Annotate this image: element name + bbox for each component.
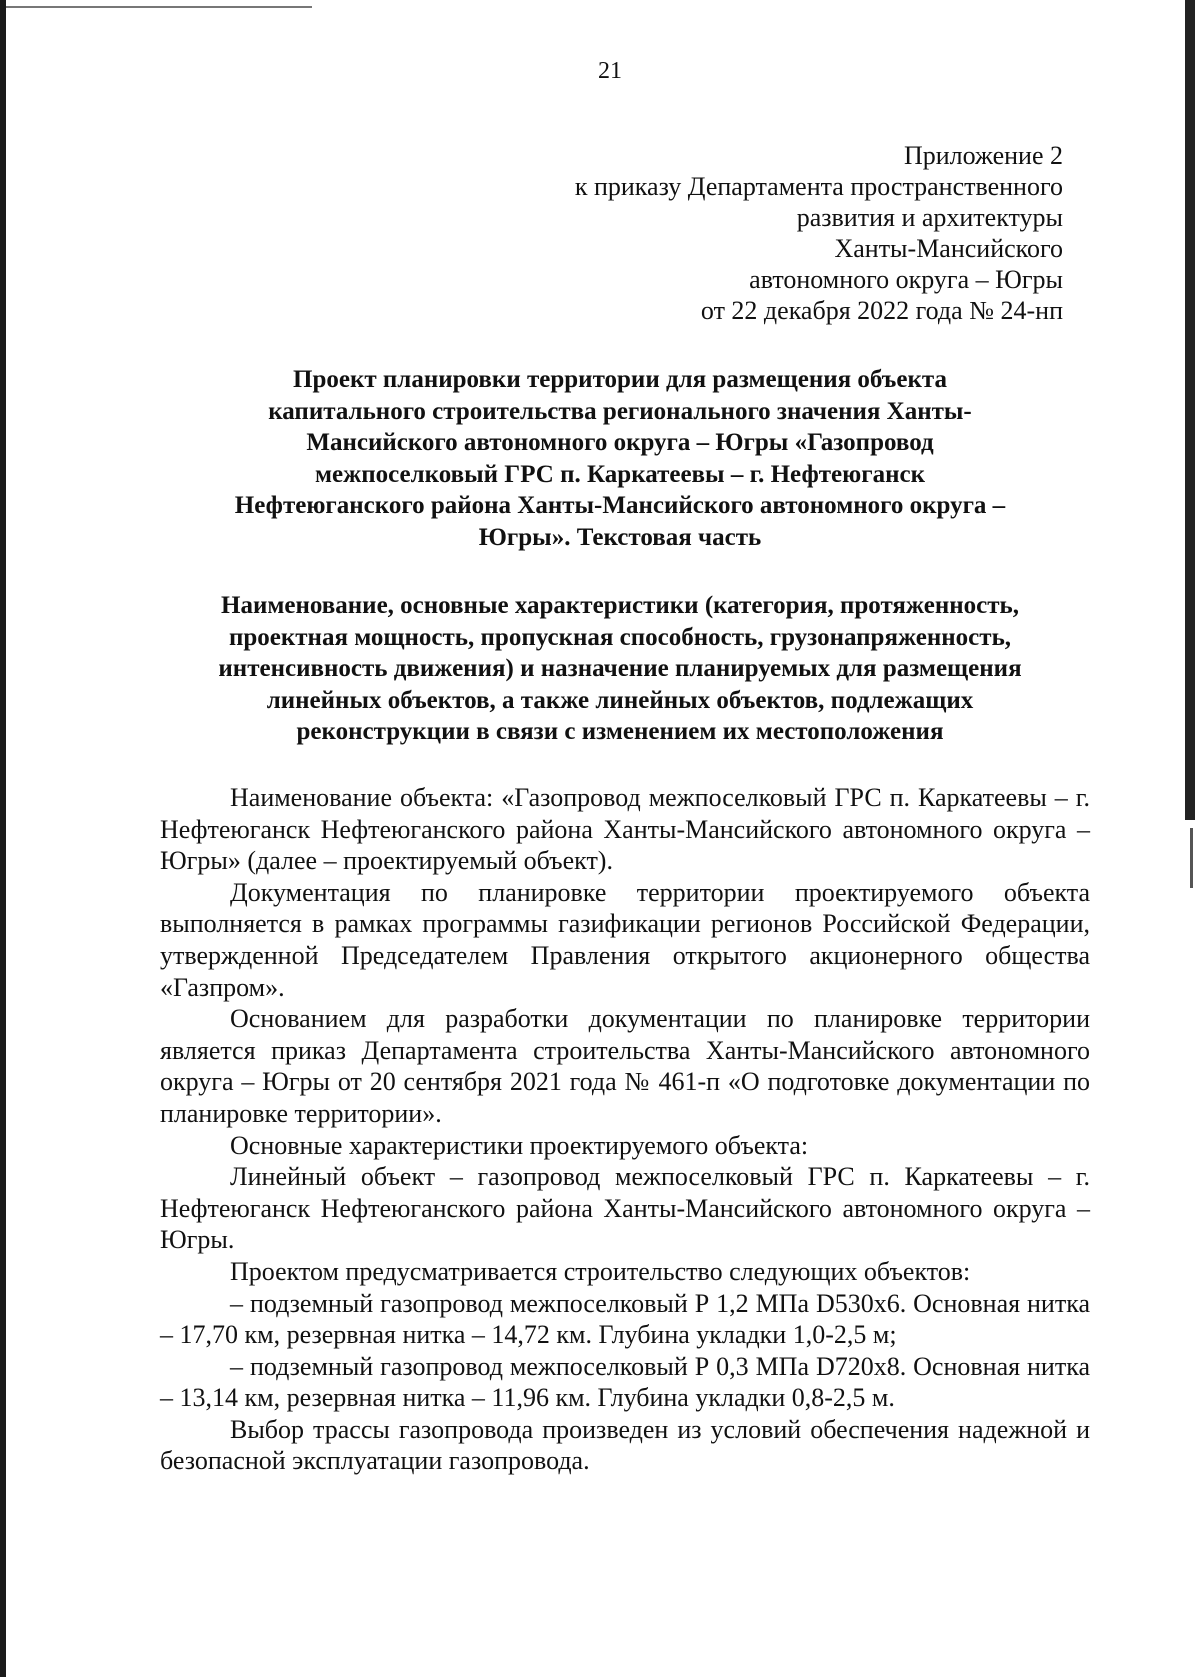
annex-line: от 22 декабря 2022 года № 24-нп [700, 296, 1063, 325]
list-item-pipeline-2: – подземный газопровод межпоселковый Р 0,3 МПа D720x8. Основная нитка – 13,14 км, резервная нитка – 11,96 км. Глубина укладки 0,8-2,5 м. [160, 1351, 1090, 1413]
title-line: Югры». Текстовая часть [478, 523, 762, 551]
annex-line: Ханты-Мансийского [834, 234, 1063, 263]
annex-line: автономного округа – Югры [749, 265, 1063, 294]
title-line: межпоселковый ГРС п. Каркатеевы – г. Нефтеюганск [315, 460, 925, 488]
title-line: капитального строительства регионального значения Ханты- [268, 397, 972, 425]
heading-line: реконструкции в связи с изменением их местоположения [296, 718, 944, 745]
title-line: Проект планировки территории для размещения объекта [293, 366, 947, 393]
section-heading [150, 590, 1090, 748]
paragraph-linear-object: Линейный объект – газопровод межпоселковый ГРС п. Каркатеевы – г. Нефтеюганск Нефтеюганского района Ханты-Мансийского автономного округа – Югры. [160, 1162, 1090, 1255]
heading-line: интенсивность движения) и назначение планируемых для размещения [218, 655, 1022, 682]
paragraph-documentation: Документация по планировке территории проектируемого объекта выполняется в рамках программы газификации регионов Российской Федерации, утвержденной Председателем Правления открытого акционерного общества «Газпром». [160, 877, 1090, 1002]
scan-right-edge [1185, 0, 1195, 820]
scan-left-edge [0, 0, 6, 1677]
paragraph-route-selection: Выбор трассы газопровода произведен из условий обеспечения надежной и безопасной эксплуатации газопровода. [160, 1414, 1090, 1476]
scan-top-rule [6, 6, 312, 8]
page-number: 21 [598, 58, 622, 84]
annex-line: Приложение 2 [903, 141, 1063, 170]
paragraph-object-name: Наименование объекта: «Газопровод межпоселковый ГРС п. Каркатеевы – г. Нефтеюганск Нефтеюганского района Ханты-Мансийского автономного округа – Югры» (далее – проектируемый объект). [160, 783, 1090, 876]
list-item-pipeline-1: – подземный газопровод межпоселковый Р 1,2 МПа D530x6. Основная нитка – 17,70 км, резервная нитка – 14,72 км. Глубина укладки 1,0-2,5 м; [160, 1288, 1090, 1350]
annex-header [400, 140, 1063, 326]
document-title [150, 364, 1090, 553]
title-line: Нефтеюганского района Ханты-Мансийского автономного округа – [234, 492, 1006, 519]
heading-line: линейных объектов, а также линейных объектов, подлежащих [266, 686, 974, 714]
paragraph-characteristics-intro: Основные характеристики проектируемого объекта: [230, 1130, 809, 1160]
heading-line: Наименование, основные характеристики (категория, протяженность, [221, 592, 1019, 619]
paragraph-construction-intro: Проектом предусматривается строительство следующих объектов: [230, 1256, 971, 1286]
paragraph-basis: Основанием для разработки документации по планировке территории является приказ Департамента строительства Ханты-Мансийского автономного округа – Югры от 20 сентября 2021 года № 461-п «О подготовке документации по планировке территории». [160, 1004, 1090, 1128]
scan-right-edge-mark [1190, 828, 1193, 888]
heading-line: проектная мощность, пропускная способность, грузонапряженность, [228, 623, 1012, 651]
title-line: Мансийского автономного округа – Югры «Газопровод [306, 429, 934, 456]
body-text [160, 782, 1090, 1477]
annex-line: к приказу Департамента пространственного [574, 172, 1063, 201]
annex-line: развития и архитектуры [796, 203, 1063, 232]
